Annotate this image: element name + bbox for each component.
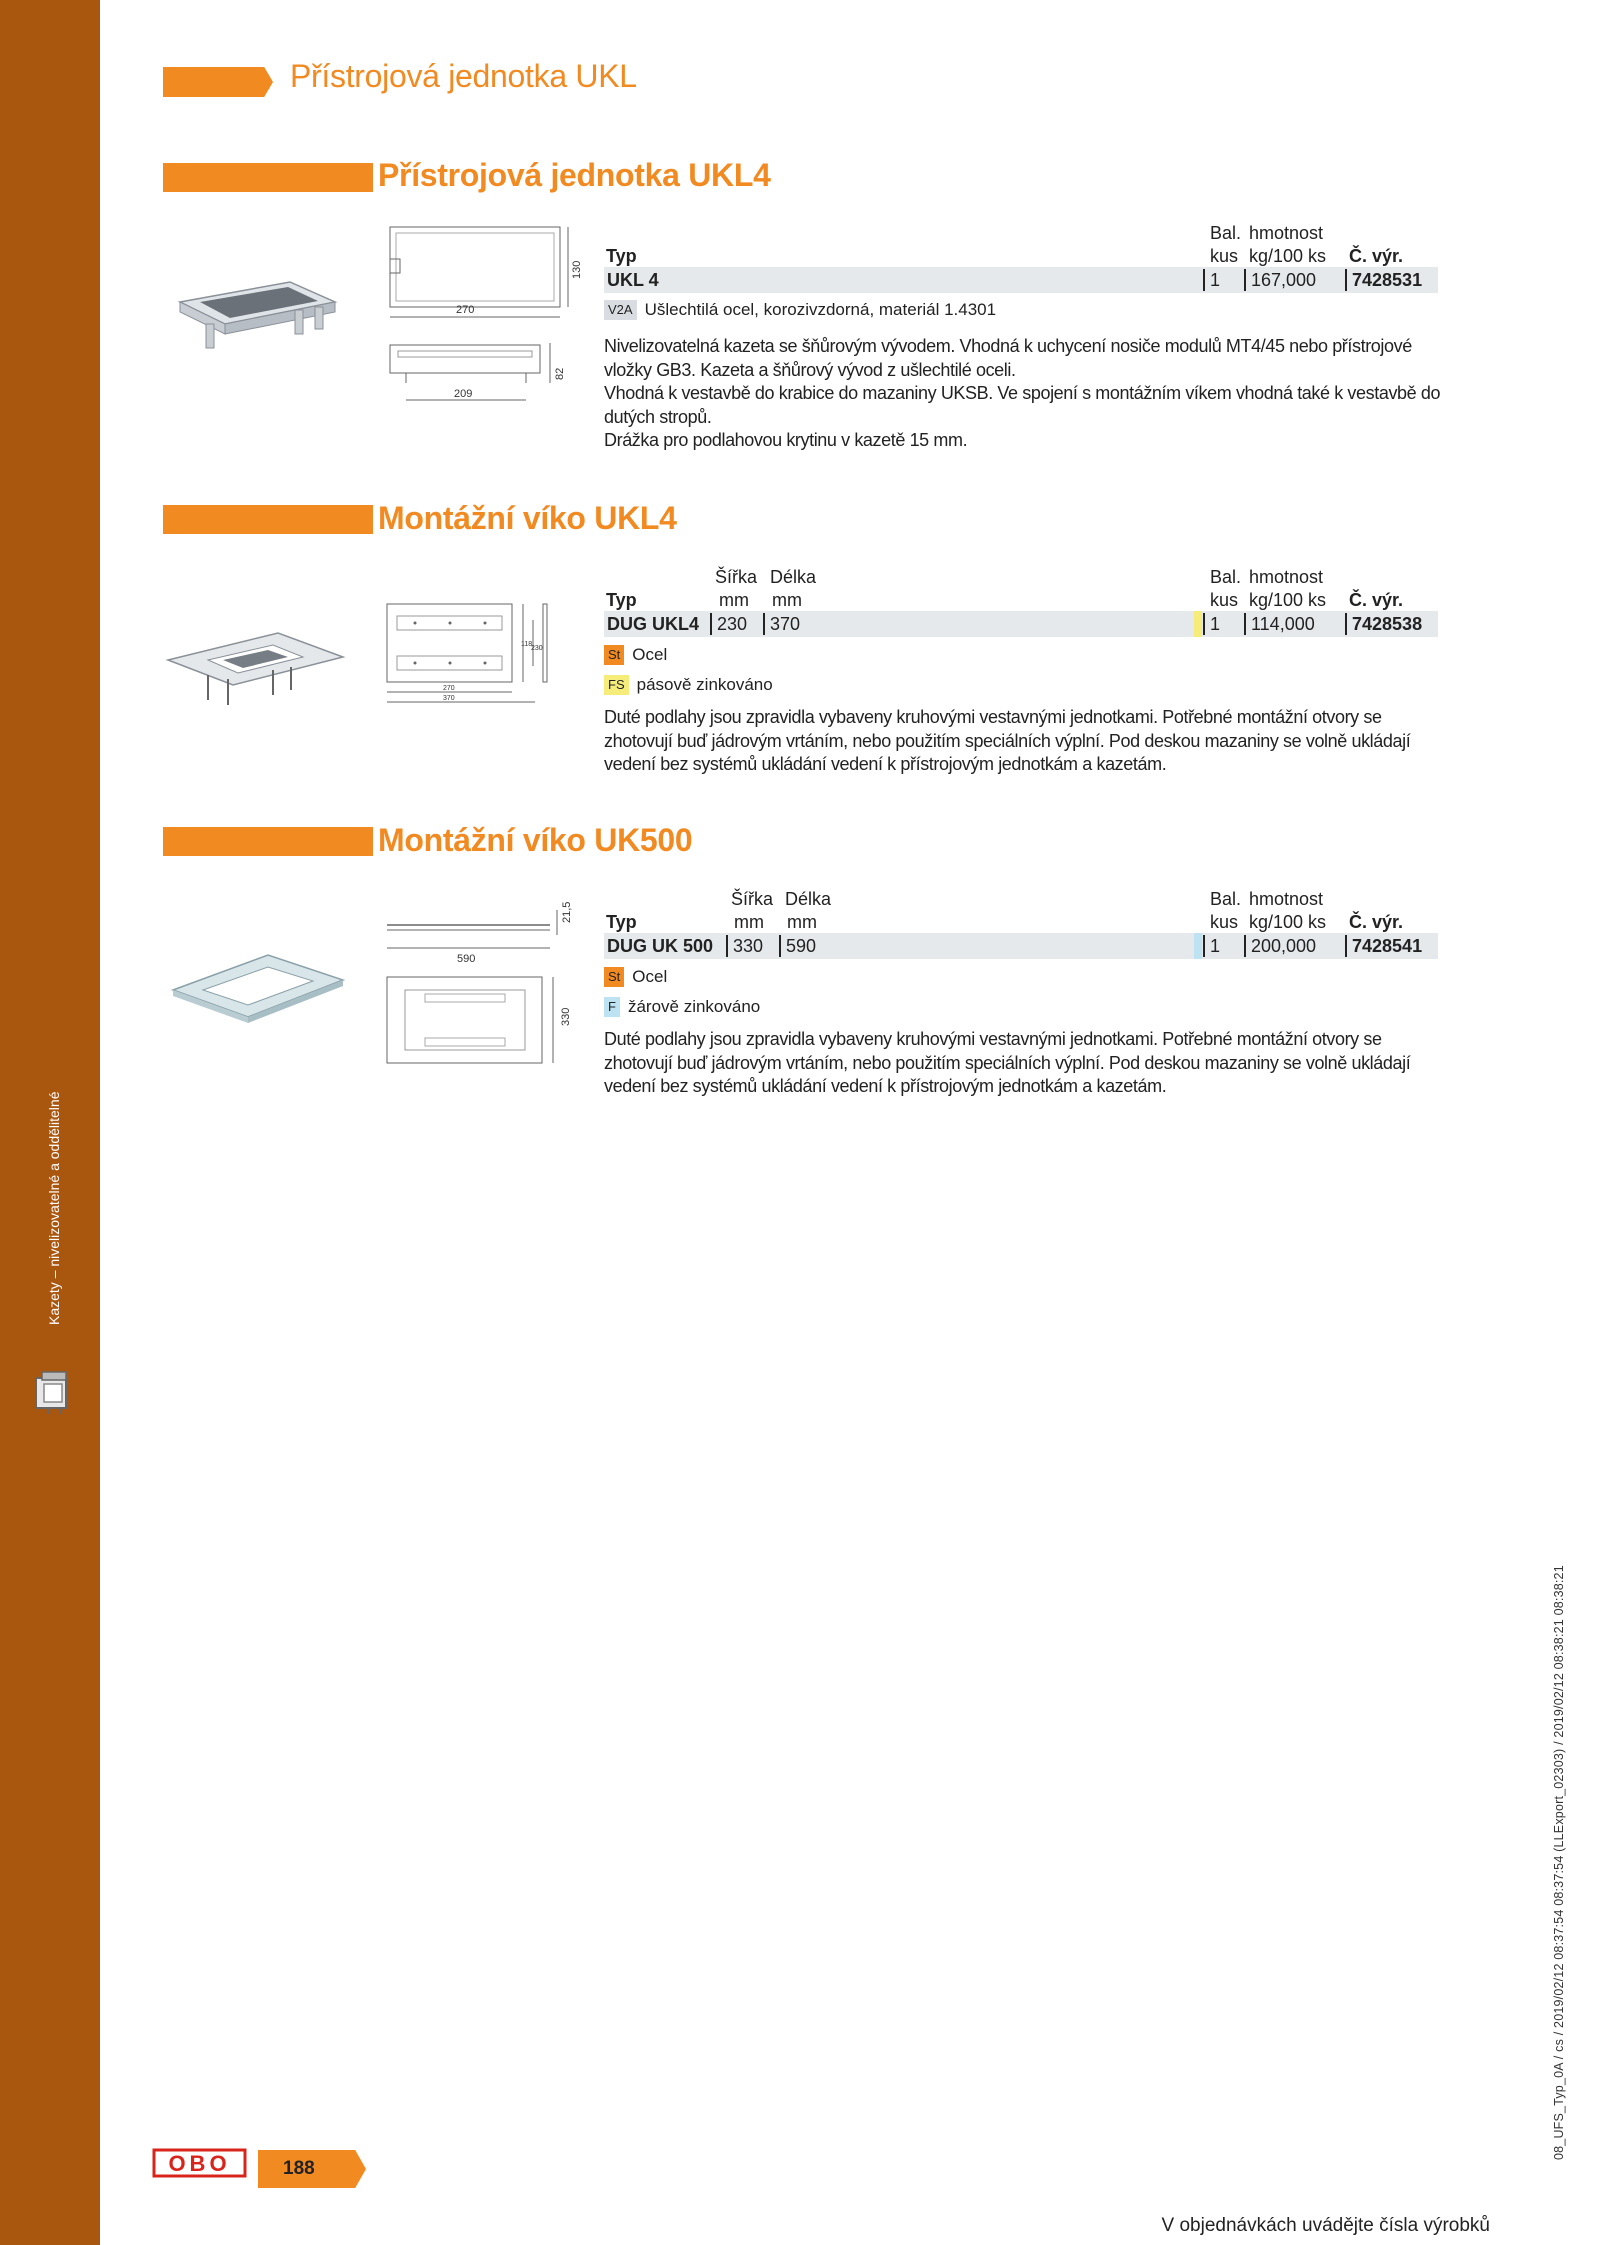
cell-cislo: 7428531	[1352, 270, 1423, 290]
description-paragraph: Duté podlahy jsou zpravidla vybaveny kruhovými vestavnými jednotkami. Potřebné montážní otvory se zhotovují buď jádrovým vrtáním, nebo použitím speciálních výplní. Pod deskou mazaniny se volně ukládají vedení bez systémů ukládání vedení k přístrojovým jednotkám a kazetám.	[604, 1029, 1411, 1096]
col-w-1: Šířka	[715, 567, 758, 587]
description-paragraph: Nivelizovatelná kazeta se šňůrovým vývodem. Vhodná k uchycení nosiče modulů MT4/45 nebo přístrojové vložky GB3. Kazeta a šňůrový vývod z ušlechtilé oceli.	[604, 336, 1412, 380]
col-typ: Typ	[606, 590, 637, 610]
dim-label: 130	[571, 260, 583, 279]
col-l-1: Délka	[770, 567, 817, 587]
product-table-dug-ukl4	[604, 567, 1438, 637]
cell-cislo: 7428538	[1352, 614, 1423, 634]
material-item	[604, 675, 773, 695]
cell-hmotnost: 200,000	[1251, 936, 1317, 956]
cell-typ: DUG UKL4	[607, 614, 700, 634]
section-title: Přístrojová jednotka UKL4	[378, 157, 771, 193]
material-badge: FS	[604, 675, 629, 695]
cell-hmotnost: 167,000	[1251, 270, 1317, 290]
cell-bal: 1	[1210, 936, 1221, 956]
dim-label: 82	[554, 367, 566, 380]
cell-typ: DUG UK 500	[607, 936, 714, 956]
print-meta: 08_UFS_Typ_0A / cs / 2019/02/12 08:37:54 08:37:54 (LLExport_02303) / 2019/02/12 08:38:21 08:38:21	[1552, 1565, 1566, 2160]
table-header	[604, 223, 1438, 267]
dim-label: 330	[560, 1007, 572, 1026]
col-hm-1: hmotnost	[1249, 223, 1324, 243]
cell-hmotnost: 114,000	[1251, 614, 1315, 634]
col-hm-2: kg/100 ks	[1249, 246, 1327, 266]
technical-drawing-dug-ukl4	[385, 600, 560, 715]
product-photo-dug-uk500	[168, 945, 348, 1035]
col-bal-2: kus	[1210, 246, 1239, 266]
section-bar	[163, 163, 373, 192]
section-description	[604, 706, 1444, 777]
col-w-2: mm	[719, 590, 749, 610]
material-text: Ocel	[632, 967, 668, 986]
header-arrow	[163, 67, 273, 97]
dim-label: 21,5	[561, 901, 573, 923]
cell-typ: UKL 4	[607, 270, 659, 290]
description-paragraph: Vhodná k vestavbě do krabice do mazaniny UKSB. Ve spojení s montážním víkem vhodná také k vestavbě do dutých stropů.	[604, 383, 1441, 427]
logo-text: OBO	[168, 2151, 231, 2176]
material-text: Ocel	[632, 645, 668, 664]
material-badge: St	[604, 967, 624, 987]
cell-sirka: 230	[717, 614, 748, 634]
dim-label: 590	[457, 953, 476, 965]
material-badge: F	[604, 997, 620, 1017]
obo-logo	[152, 2148, 247, 2183]
col-bal-1: Bal.	[1210, 567, 1242, 587]
cell-bal: 1	[1210, 614, 1221, 634]
col-bal-1: Bal.	[1210, 223, 1242, 243]
col-hm-1: hmotnost	[1249, 889, 1324, 909]
section-title: Montážní víko UK500	[378, 822, 693, 858]
table-row	[604, 267, 1438, 293]
cell-sirka: 330	[733, 936, 764, 956]
product-photo-dug-ukl4	[163, 615, 348, 715]
cell-delka: 370	[770, 614, 801, 634]
dim-label: 270	[443, 685, 455, 692]
dim-label: 370	[443, 695, 455, 702]
col-w-2: mm	[734, 912, 764, 932]
cell-delka: 590	[786, 936, 817, 956]
col-cv: Č. výr.	[1349, 246, 1404, 266]
dim-label: 230	[531, 645, 543, 652]
page-header-title: Přístrojová jednotka UKL	[290, 58, 637, 94]
material-color-marker	[1194, 933, 1202, 959]
footer-note: V objednávkách uvádějte čísla výrobků	[1161, 2215, 1490, 2236]
material-item	[604, 997, 760, 1017]
col-typ: Typ	[606, 912, 637, 932]
product-table-ukl4	[604, 223, 1438, 293]
dim-label: 270	[456, 304, 475, 316]
material-item	[604, 967, 667, 987]
cell-bal: 1	[1210, 270, 1221, 290]
col-hm-2: kg/100 ks	[1249, 590, 1327, 610]
section-description	[604, 335, 1444, 453]
section-bar	[163, 827, 373, 856]
col-w-1: Šířka	[731, 889, 774, 909]
col-l-2: mm	[772, 590, 802, 610]
technical-drawing-ukl4	[388, 225, 583, 420]
description-paragraph: Drážka pro podlahovou krytinu v kazetě 15 mm.	[604, 430, 968, 450]
material-badge: St	[604, 645, 624, 665]
col-l-1: Délka	[785, 889, 832, 909]
material-badge: V2A	[604, 300, 637, 320]
col-typ: Typ	[606, 246, 637, 266]
description-paragraph: Duté podlahy jsou zpravidla vybaveny kruhovými vestavnými jednotkami. Potřebné montážní otvory se zhotovují buď jádrovým vrtáním, nebo použitím speciálních výplní. Pod deskou mazaniny se volně ukládají vedení bez systémů ukládání vedení k přístrojovým jednotkám a kazetám.	[604, 707, 1411, 774]
technical-drawing-dug-uk500	[385, 890, 573, 1080]
material-item	[604, 645, 667, 665]
section-bar	[163, 505, 373, 534]
col-bal-2: kus	[1210, 912, 1239, 932]
dim-label: 209	[454, 388, 473, 400]
material-text: Ušlechtilá ocel, korozivzdorná, materiál 1.4301	[644, 300, 997, 319]
material-text: pásově zinkováno	[636, 675, 773, 694]
page-number: 188	[283, 2158, 315, 2179]
col-bal-1: Bal.	[1210, 889, 1242, 909]
section-description	[604, 1028, 1444, 1099]
cassette-icon	[34, 1370, 72, 1421]
col-hm-2: kg/100 ks	[1249, 912, 1327, 932]
table-row	[604, 611, 1438, 637]
col-l-2: mm	[787, 912, 817, 932]
table-header	[604, 889, 1438, 933]
table-row	[604, 933, 1438, 959]
product-table-dug-uk500	[604, 889, 1438, 959]
dim-label: 118	[521, 641, 533, 648]
col-hm-1: hmotnost	[1249, 567, 1324, 587]
material-text: žárově zinkováno	[627, 997, 761, 1016]
section-title: Montážní víko UKL4	[378, 500, 677, 536]
table-header	[604, 567, 1438, 611]
col-cv: Č. výr.	[1349, 912, 1404, 932]
material-color-marker	[1194, 611, 1202, 637]
material-item	[604, 300, 996, 320]
col-cv: Č. výr.	[1349, 590, 1404, 610]
sidebar-vertical-label: Kazety – nivelizovatelné a oddělitelné	[46, 1091, 62, 1325]
product-photo-ukl4	[170, 262, 345, 357]
col-bal-2: kus	[1210, 590, 1239, 610]
cell-cislo: 7428541	[1352, 936, 1423, 956]
